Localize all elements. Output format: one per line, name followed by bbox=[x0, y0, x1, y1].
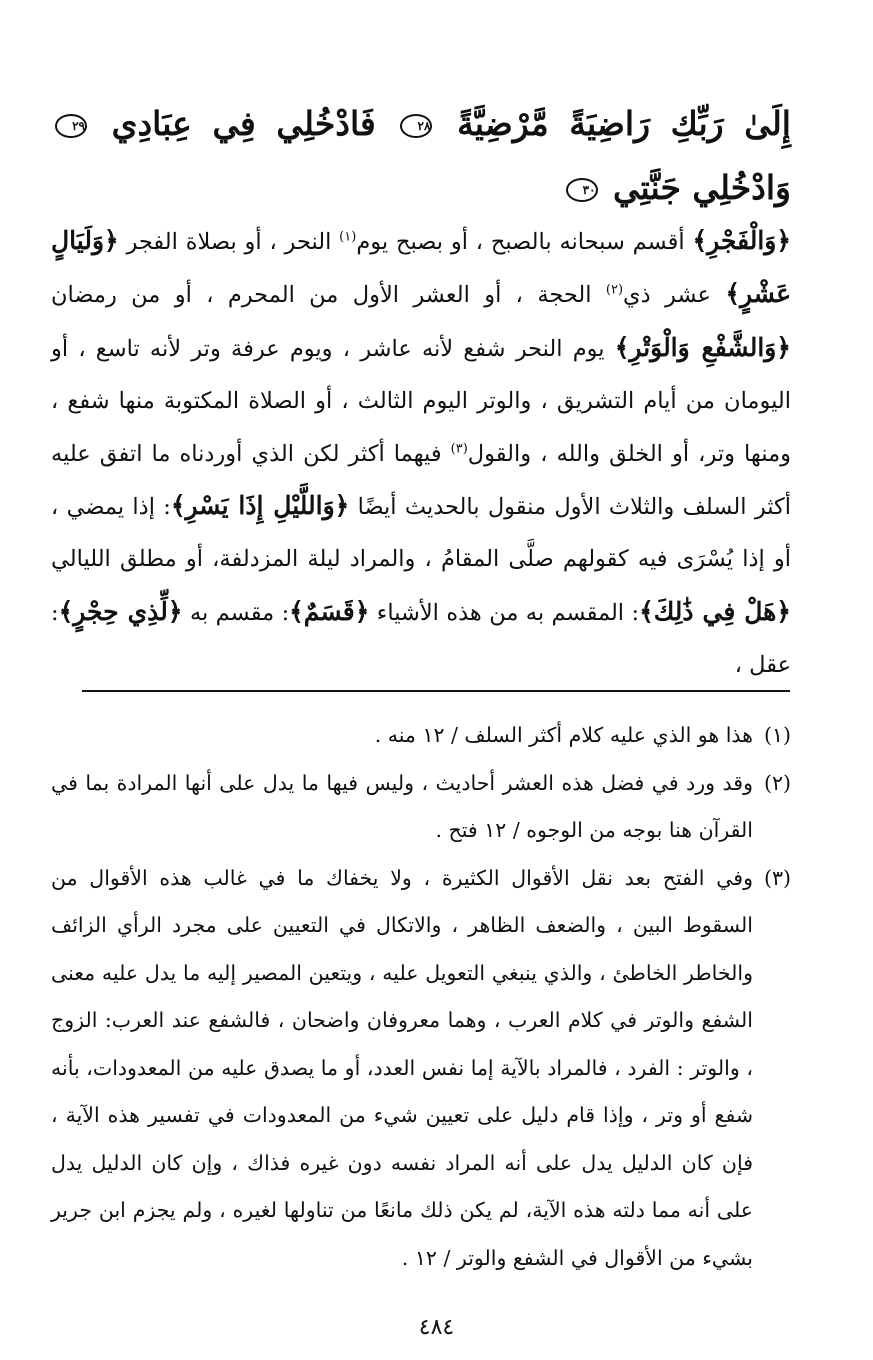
ayah-marker-icon: ٢٨ bbox=[400, 114, 432, 138]
tafsir-paragraph bbox=[51, 215, 791, 692]
tafsir-text: أقسم سبحانه بالصبح ، أو بصبح يوم bbox=[356, 229, 693, 255]
footnote-ref: (٢) bbox=[605, 282, 624, 298]
tafsir-text: النحر ، أو بصلاة الفجر bbox=[118, 229, 340, 255]
tafsir-text: : المقسم به من هذه الأشياء bbox=[369, 599, 640, 626]
footnote-ref: (١) bbox=[339, 229, 357, 245]
quran-quote: ﴿وَالْفَجْرِ﴾ bbox=[692, 226, 791, 255]
footnote-text: هذا هو الذي عليه كلام أكثر السلف / ١٢ منه . bbox=[374, 723, 753, 747]
verse-segment: فَادْخُلِي فِي عِبَادِي bbox=[111, 104, 376, 143]
verse-segment: إِلَىٰ رَبِّكِ رَاضِيَةً مَّرْضِيَّةً bbox=[457, 104, 791, 143]
page-number: ٤٨٤ bbox=[418, 1315, 455, 1340]
footnote-number: (١) bbox=[763, 723, 791, 747]
footnotes bbox=[51, 712, 791, 1282]
verse-segment: وَادْخُلِي جَنَّتِي bbox=[613, 168, 791, 207]
footnote-ref: (٣) bbox=[450, 441, 468, 457]
quran-quote: ﴿هَلْ فِي ذَٰلِكَ﴾ bbox=[639, 596, 791, 626]
tafsir-text: : إذا يمضي ، أو إذا يُسْرَى فيه كقولهم صلَّى المقامُ ، والمراد ليلة المزدلفة، أو مطلق الليالي bbox=[51, 494, 791, 573]
tafsir-text: عشر ذي bbox=[623, 282, 726, 309]
footnote-number: (٣) bbox=[763, 865, 791, 890]
ayah-marker-icon: ٢٩ bbox=[55, 114, 87, 138]
tafsir-text: يوم النحر شفع لأنه عاشر ، ويوم عرفة وتر لأنه تاسع ، أو اليومان من أيام التشريق ، والوتر اليوم الثالث ، أو الصلاة المكتوبة منها شفع ، ومنها وتر، أو الخلق والله ، والقول bbox=[51, 335, 791, 467]
quran-quote: ﴿وَلَيَالٍ عَشْرٍ﴾ bbox=[51, 226, 791, 309]
ayah-marker-icon: ٣٠ bbox=[566, 178, 598, 202]
tafsir-text: : مقسم به bbox=[182, 599, 290, 626]
quran-quote: ﴿لِّذِي حِجْرٍ﴾ bbox=[58, 596, 183, 626]
footnote-item bbox=[51, 712, 791, 760]
footnote-text: وقد ورد في فضل هذه العشر أحاديث ، وليس فيها ما يدل على أنها المرادة بما في القرآن هنا بوجه من الوجوه / ١٢ فتح . bbox=[51, 770, 753, 842]
tafsir-body bbox=[51, 215, 791, 692]
footnote-item bbox=[51, 760, 791, 855]
footnote-item bbox=[51, 855, 791, 1283]
tafsir-text: فيهما أكثر لكن الذي أوردناه ما اتفق عليه أكثر السلف والثلاث الأول منقول بالحديث أيضًا bbox=[51, 440, 792, 521]
footnote-divider bbox=[82, 690, 790, 692]
quran-quote: ﴿قَسَمٌ﴾ bbox=[289, 596, 370, 626]
quran-verse-block bbox=[51, 92, 791, 220]
footnote-text: وفي الفتح بعد نقل الأقوال الكثيرة ، ولا يخفاك ما في غالب هذه الأقوال من السقوط البين ، والضعف الظاهر ، والاتكال في التعيين على مجرد الرأي الزائف والخاطر الخاطئ ، والذي ينبغي التعويل عليه ، ويتعين المصير إليه ما يدل عليه معنى الشفع والوتر في كلام العرب ، وهما معروفان واضحان ، فالشفع عند العرب: الزوج ، والوتر : الفرد ، فالمراد بالآية إما نفس العدد، أو ما يصدق عليه من المعدودات، بأنه شفع أو وتر ، وإذا قام دليل على تعيين شيء من المعدودات في تفسير هذه الآية ، فإن كان الدليل يدل على أنه المراد نفسه دون غيره فذاك ، وإن كان الدليل يدل على أنه مما دلته هذه الآية، لم يكن ذلك مانعًا من تناولها لغيره ، ولم يجزم ابن جرير بشيء من الأقوال في الشفع والوتر / ١٢ . bbox=[51, 865, 753, 1270]
quran-quote: ﴿وَالشَّفْعِ وَالْوَتْرِ﴾ bbox=[614, 332, 791, 362]
quran-quote: ﴿وَاللَّيْلِ إِذَا يَسْرِ﴾ bbox=[170, 491, 350, 521]
tafsir-text: الحجة ، أو العشر الأول من المحرم ، أو من رمضان bbox=[51, 282, 606, 309]
footnote-number: (٢) bbox=[763, 770, 791, 795]
tafsir-text: : عقل ، bbox=[51, 599, 791, 679]
